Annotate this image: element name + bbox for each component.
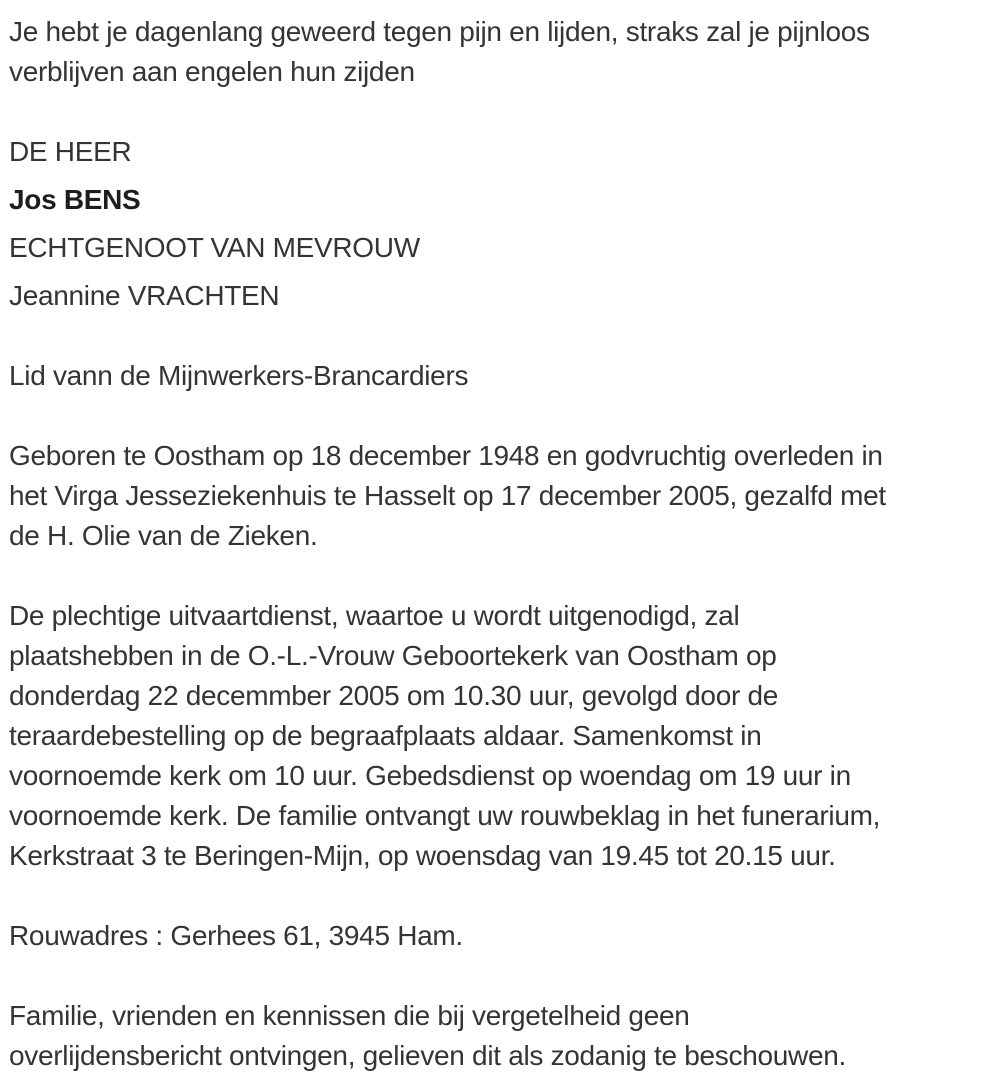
birth-death-line: de H. Olie van de Zieken. (9, 520, 318, 551)
epigraph-line: Je hebt je dagenlang geweerd tegen pijn en lijden, straks zal je pijnloos (9, 16, 870, 47)
funeral-line: Kerkstraat 3 te Beringen-Mijn, op woensdag van 19.45 tot 20.15 uur. (9, 840, 836, 871)
funeral-line: De plechtige uitvaartdienst, waartoe u wordt uitgenodigd, zal (9, 600, 740, 631)
birth-death-paragraph (9, 436, 994, 556)
birth-death-line: Geboren te Oostham op 18 december 1948 en godvruchtig overleden in (9, 440, 883, 471)
mourning-address-line: Rouwadres : Gerhees 61, 3945 Ham. (9, 920, 463, 951)
deceased-relation: ECHTGENOOT VAN MEVROUW (9, 232, 420, 263)
birth-death-line: het Virga Jesseziekenhuis te Hasselt op 17 december 2005, gezalfd met (9, 480, 886, 511)
spouse-name: Jeannine VRACHTEN (9, 280, 280, 311)
funeral-line: voornoemde kerk om 10 uur. Gebedsdienst op woendag om 19 uur in (9, 760, 851, 791)
deceased-name: Jos BENS (9, 184, 141, 215)
funeral-paragraph (9, 596, 994, 876)
deceased-header (9, 132, 994, 316)
epigraph-line: verblijven aan engelen hun zijden (9, 56, 415, 87)
funeral-line: voornoemde kerk. De familie ontvangt uw rouwbeklag in het funerarium, (9, 800, 881, 831)
notice-line: Familie, vrienden en kennissen die bij vergetelheid geen (9, 1000, 690, 1031)
notice-line: overlijdensbericht ontvingen, gelieven dit als zodanig te beschouwen. (9, 1040, 846, 1071)
funeral-line: teraardebestelling op de begraafplaats aldaar. Samenkomst in (9, 720, 762, 751)
notice-paragraph (9, 996, 994, 1076)
membership-line: Lid vann de Mijnwerkers-Brancardiers (9, 360, 469, 391)
funeral-line: donderdag 22 decemmber 2005 om 10.30 uur, gevolgd door de (9, 680, 779, 711)
funeral-line: plaatshebben in de O.-L.-Vrouw Geboortekerk van Oostham op (9, 640, 777, 671)
epigraph (9, 12, 994, 92)
deceased-title: DE HEER (9, 136, 132, 167)
